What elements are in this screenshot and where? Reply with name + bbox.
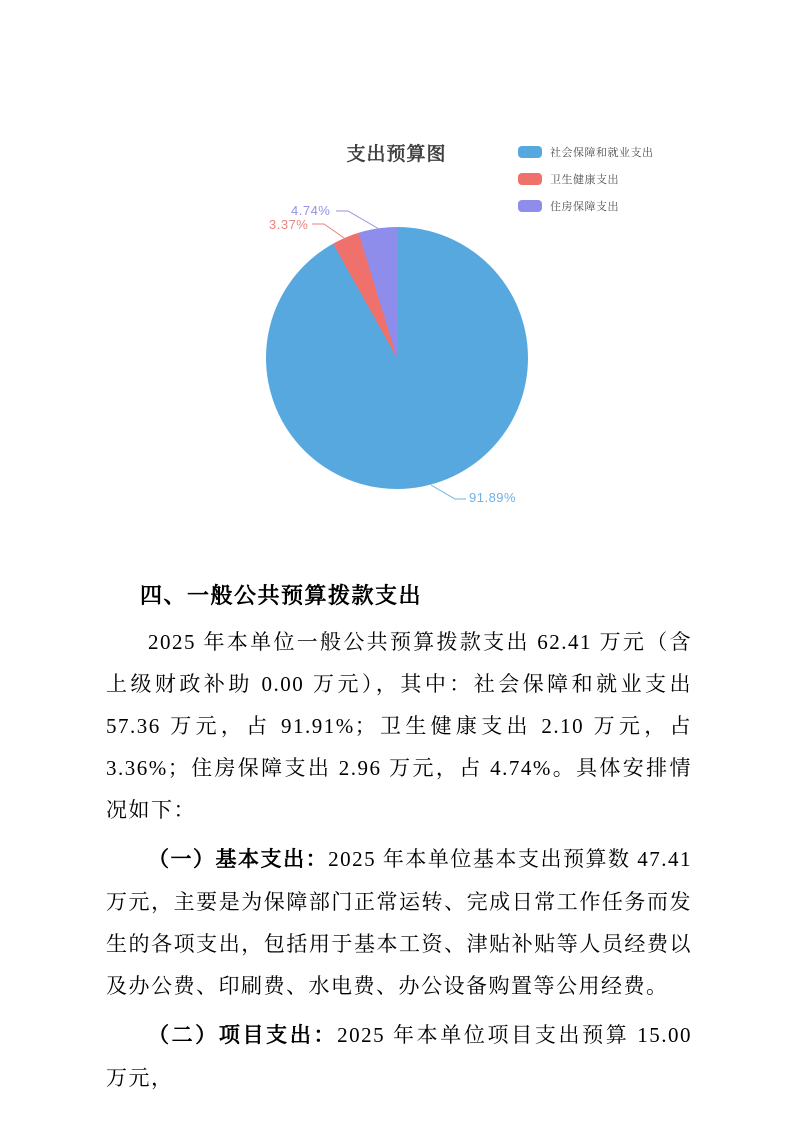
document-body (106, 579, 692, 1104)
paragraph-text: 2025 年本单位基本支出预算数 47.41 万元，主要是为保障部门正常运转、完成日常工作任务而发生的各项支出，包括用于基本工资、津贴补贴等人员经费以及办公费、印刷费、水电费、办公设备购置等公用经费。 (106, 847, 693, 998)
paragraph-text: 2025 年本单位项目支出预算 15.00 万元， (106, 1023, 693, 1090)
leader-line-health (312, 224, 347, 240)
legend-swatch-social (518, 146, 542, 158)
chart-legend (518, 144, 654, 214)
legend-label: 卫生健康支出 (550, 174, 619, 186)
paragraph-overview: 2025 年本单位一般公共预算拨款支出 62.41 万元（含上级财政补助 0.00 万元），其中：社会保障和就业支出 57.36 万元，占 91.91%；卫生健康支出 2.10 万元，占 3.36%；住房保障支出 2.96 万元，占 4.74%。具体安排情况如下： (106, 630, 692, 822)
pie-label-housing: 4.74% (291, 203, 331, 218)
legend-item-social (518, 144, 654, 160)
pie-label-social: 91.89% (469, 490, 517, 505)
legend-item-health (518, 171, 654, 187)
section-heading: 四、一般公共预算拨款支出 (140, 583, 423, 608)
legend-swatch-housing (518, 200, 542, 212)
paragraph-lead: （二）项目支出： (148, 1024, 338, 1047)
paragraph-basic-expenditure (106, 838, 692, 1007)
legend-swatch-health (518, 173, 542, 185)
pie (266, 227, 528, 489)
paragraph-project-expenditure (106, 1014, 692, 1099)
chart-title: 支出预算图 (346, 144, 447, 165)
legend-label: 社会保障和就业支出 (550, 147, 654, 159)
paragraph-lead: （一）基本支出： (148, 848, 329, 871)
pie-label-health: 3.37% (269, 217, 309, 232)
legend-label: 住房保障支出 (550, 201, 619, 213)
legend-item-housing (518, 198, 654, 214)
leader-line-housing (336, 211, 379, 229)
leader-line-social (431, 485, 466, 499)
